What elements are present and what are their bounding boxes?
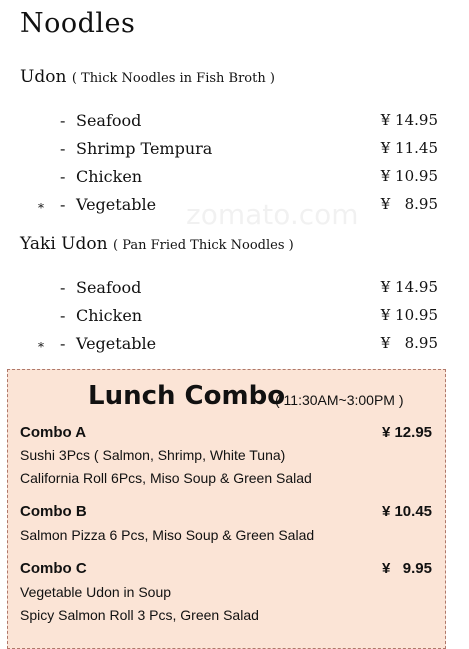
item-name: Chicken <box>76 167 143 186</box>
item-dash: - <box>60 278 66 297</box>
item-dash: - <box>60 139 66 158</box>
item-price: ¥ 8.95 <box>380 195 438 213</box>
combo-a-line: Sushi 3Pcs ( Salmon, Shrimp, White Tuna) <box>20 447 286 463</box>
combo-c-line: Vegetable Udon in Soup <box>20 584 172 600</box>
combo-c-heading <box>20 560 432 577</box>
menu-item-udon-seafood <box>38 111 438 135</box>
menu-item-yaki-udon-vegetable <box>38 334 438 358</box>
item-price: ¥ 14.95 <box>380 111 438 129</box>
menu-item-udon-chicken <box>38 167 438 191</box>
item-dash: - <box>60 334 66 353</box>
combo-name: Combo A <box>20 424 87 441</box>
menu-item-yaki-udon-chicken <box>38 306 438 330</box>
item-price: ¥ 14.95 <box>380 278 438 296</box>
item-name: Seafood <box>76 278 142 297</box>
combo-b-heading <box>20 503 432 520</box>
item-price: ¥ 8.95 <box>380 334 438 352</box>
item-dash: - <box>60 306 66 325</box>
lunch-combo-hours: ( 11:30AM~3:00PM ) <box>275 392 404 408</box>
menu-item-yaki-udon-seafood <box>38 278 438 302</box>
lunch-combo-title: Lunch Combo <box>88 381 286 411</box>
item-name: Chicken <box>76 306 143 325</box>
udon-subtitle: ( Thick Noodles in Fish Broth ) <box>71 71 275 86</box>
item-name: Shrimp Tempura <box>76 139 213 158</box>
watermark: zomato.com <box>186 198 359 231</box>
yaki-udon-title: Yaki Udon <box>20 234 108 254</box>
combo-a-line: California Roll 6Pcs, Miso Soup & Green Salad <box>20 470 312 486</box>
combo-c-line: Spicy Salmon Roll 3 Pcs, Green Salad <box>20 607 259 623</box>
item-price: ¥ 10.95 <box>380 167 438 185</box>
menu-item-udon-shrimp-tempura <box>38 139 438 163</box>
item-dash: - <box>60 167 66 186</box>
udon-title: Udon <box>20 67 67 87</box>
item-name: Vegetable <box>76 334 157 353</box>
yaki-udon-category-heading <box>20 234 294 254</box>
combo-b-line: Salmon Pizza 6 Pcs, Miso Soup & Green Salad <box>20 527 315 543</box>
item-price: ¥ 11.45 <box>380 139 438 157</box>
vegetarian-mark: * <box>38 201 44 215</box>
item-name: Vegetable <box>76 195 157 214</box>
item-name: Seafood <box>76 111 142 130</box>
combo-a-heading <box>20 424 432 441</box>
item-dash: - <box>60 111 66 130</box>
section-title: Noodles <box>20 8 136 39</box>
combo-name: Combo B <box>20 503 87 520</box>
combo-name: Combo C <box>20 560 87 577</box>
item-dash: - <box>60 195 66 214</box>
yaki-udon-subtitle: ( Pan Fried Thick Noodles ) <box>112 238 294 253</box>
combo-price: ¥ 10.45 <box>381 503 432 520</box>
item-price: ¥ 10.95 <box>380 306 438 324</box>
combo-price: ¥ 12.95 <box>381 424 432 441</box>
combo-price: ¥ 9.95 <box>381 560 432 577</box>
udon-category-heading <box>20 67 275 87</box>
vegetarian-mark: * <box>38 340 44 354</box>
